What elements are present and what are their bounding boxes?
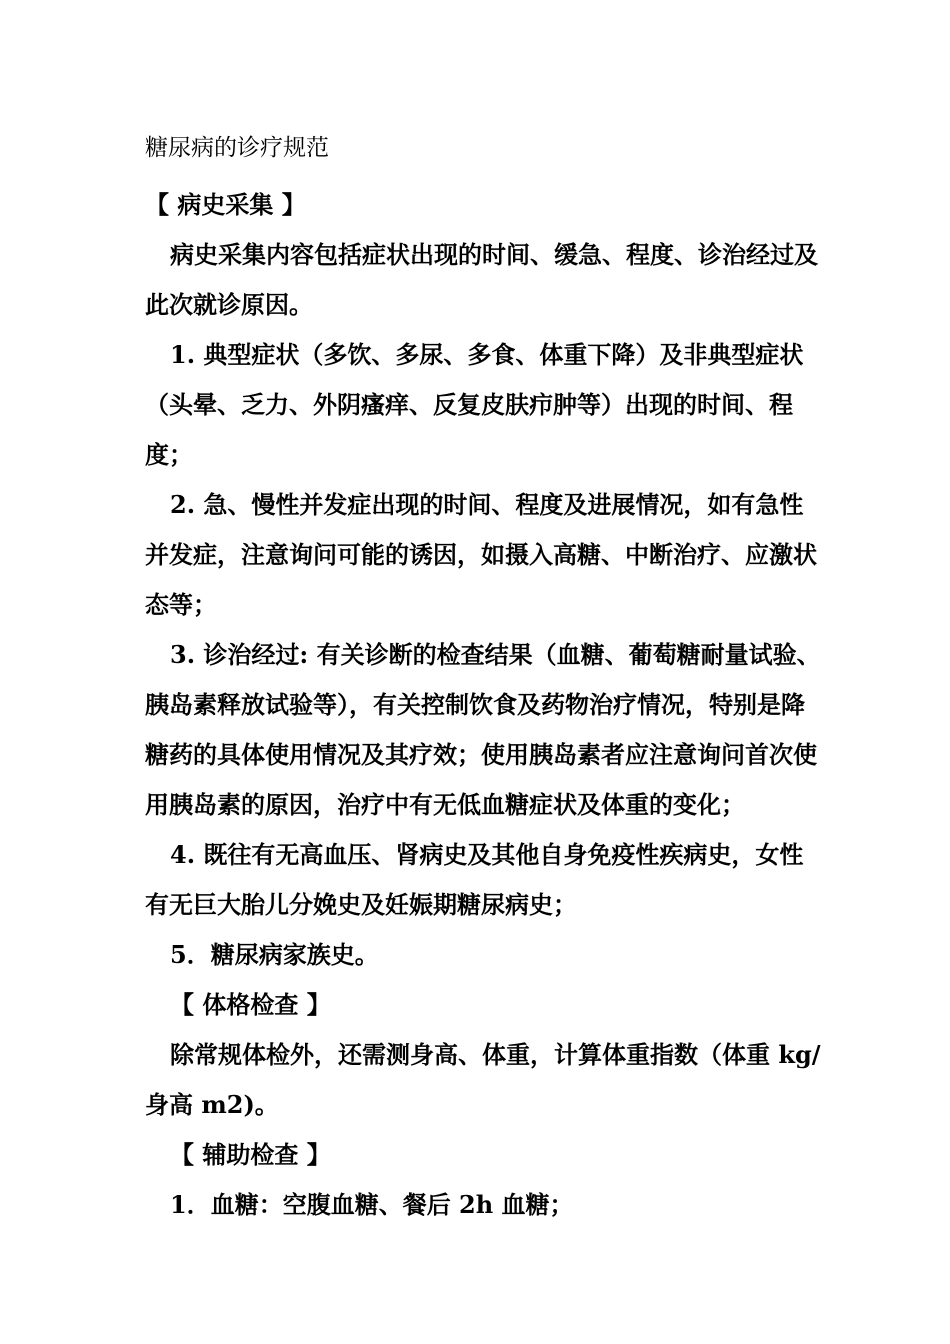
section-heading-auxiliary-exam: 【 辅助检查 】: [170, 1140, 331, 1169]
paragraph-physical-exam: 除常规体检外，还需测身高、体重，计算体重指数（体重 kg/身高 m2)。: [145, 1040, 821, 1119]
paragraph-history-item-3: 3. 诊治经过: 有关诊断的检查结果（血糖、葡萄糖耐量试验、胰岛素释放试验等），有关控制饮食及药物治疗情况，特别是降糖药的具体使用情况及其疗效；使用胰岛素者应注意询问首次使用胰岛素的原因，治疗中有无低血糖症状及体重的变化；: [145, 640, 821, 819]
section-heading-physical-exam: 【 体格检查 】: [170, 990, 331, 1019]
section-heading-history: 【 病史采集 】: [145, 190, 306, 219]
paragraph-history-item-5: 5．糖尿病家族史。: [170, 940, 379, 969]
paragraph-history-item-1: 1. 典型症状（多饮、多尿、多食、体重下降）及非典型症状（头晕、乏力、外阴瘙痒、反复皮肤疖肿等）出现的时间、程度；: [145, 340, 804, 469]
paragraph-history-intro: 病史采集内容包括症状出现的时间、缓急、程度、诊治经过及此次就诊原因。: [145, 240, 818, 319]
paragraph-history-item-4: 4. 既往有无高血压、肾病史及其他自身免疫性疾病史，女性有无巨大胎儿分娩史及妊娠期糖尿病史；: [145, 840, 804, 919]
paragraph-history-item-2: 2. 急、慢性并发症出现的时间、程度及进展情况，如有急性并发症，注意询问可能的诱因，如摄入高糖、中断治疗、应激状态等；: [145, 490, 817, 619]
document-title: 糖尿病的诊疗规范: [145, 135, 329, 161]
paragraph-auxiliary-item-1: 1．血糖：空腹血糖、餐后 2h 血糖；: [170, 1190, 574, 1219]
document-body: [145, 128, 825, 1230]
